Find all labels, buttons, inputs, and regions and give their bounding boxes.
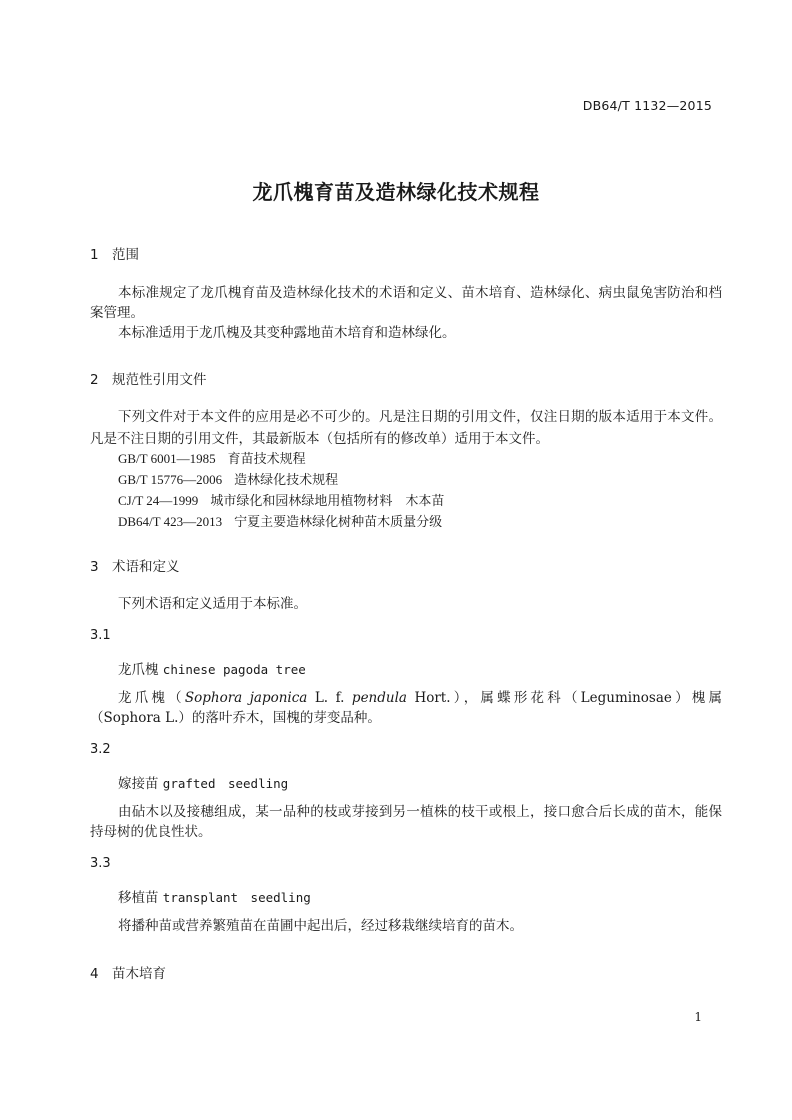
term-number: 3.2 bbox=[90, 742, 111, 757]
section-2-paragraph-1: 下列文件对于本文件的应用是必不可少的。凡是注日期的引用文件，仅注日期的版本适用于本文件。凡是不注日期的引用文件，其最新版本（包括所有的修改单）适用于本文件。 bbox=[90, 409, 722, 447]
reference-item bbox=[118, 470, 338, 491]
section-1-paragraph-1: 本标准规定了龙爪槐育苗及造林绿化技术的术语和定义、苗木培育、造林绿化、病虫鼠兔害防治和档案管理。 bbox=[90, 285, 722, 321]
section-title: 苗木培育 bbox=[112, 966, 166, 982]
definition-text: 龙爪槐（ bbox=[118, 690, 185, 706]
section-4-heading bbox=[90, 962, 166, 982]
document-title: 龙爪槐育苗及造林绿化技术规程 bbox=[252, 180, 540, 204]
latin-name: pendula bbox=[351, 690, 407, 706]
reference-id: CJ/T 24—1999 bbox=[118, 493, 199, 508]
term-heading bbox=[118, 886, 311, 906]
reference-id: DB64/T 423—2013 bbox=[118, 514, 223, 529]
section-3-heading bbox=[90, 555, 180, 575]
section-1-heading bbox=[90, 243, 139, 263]
reference-item bbox=[118, 491, 444, 512]
term-zh: 嫁接苗 bbox=[118, 776, 159, 792]
term-number: 3.1 bbox=[90, 628, 111, 643]
section-1-paragraph-2: 本标准适用于龙爪槐及其变种露地苗木培育和造林绿化。 bbox=[118, 325, 456, 341]
section-number: 1 bbox=[90, 247, 99, 263]
reference-item bbox=[118, 449, 306, 470]
term-en: transplant seedling bbox=[162, 890, 311, 905]
section-2-heading bbox=[90, 368, 207, 388]
section-3-paragraph-1: 下列术语和定义适用于本标准。 bbox=[118, 596, 307, 612]
reference-id: GB/T 6001—1985 bbox=[118, 451, 216, 466]
reference-name: 造林绿化技术规程 bbox=[234, 473, 339, 488]
term-definition: 由砧木以及接穗组成，某一品种的枝或芽接到另一植株的枝干或根上，接口愈合后长成的苗木，能保持母树的优良性状。 bbox=[90, 804, 722, 840]
definition-text: Hort.），属蝶形花科（Leguminosae）槐属（Sophora L.）的落叶乔木，国槐的芽变品种。 bbox=[90, 690, 723, 726]
reference-name: 宁夏主要造林绿化树种苗木质量分级 bbox=[234, 515, 443, 530]
section-title: 术语和定义 bbox=[112, 559, 180, 575]
standard-code: DB64/T 1132—2015 bbox=[582, 98, 712, 113]
term-en: chinese pagoda tree bbox=[162, 662, 306, 677]
latin-name: Sophora japonica bbox=[184, 690, 308, 706]
term-heading bbox=[118, 658, 306, 678]
section-number: 3 bbox=[90, 559, 99, 575]
term-definition bbox=[90, 688, 722, 728]
term-heading bbox=[118, 772, 288, 792]
section-number: 2 bbox=[90, 372, 99, 388]
term-definition: 将播种苗或营养繁殖苗在苗圃中起出后，经过移栽继续培育的苗木。 bbox=[118, 918, 523, 934]
section-title: 范围 bbox=[112, 247, 139, 263]
section-title: 规范性引用文件 bbox=[112, 372, 207, 388]
definition-text: L. f. bbox=[307, 690, 352, 706]
reference-name: 城市绿化和园林绿地用植物材料 木本苗 bbox=[210, 494, 445, 509]
term-number: 3.3 bbox=[90, 856, 111, 871]
term-zh: 龙爪槐 bbox=[118, 662, 159, 678]
term-zh: 移植苗 bbox=[118, 890, 159, 906]
reference-item bbox=[118, 512, 442, 533]
page-number: 1 bbox=[694, 1010, 702, 1024]
term-en: grafted seedling bbox=[162, 776, 289, 791]
reference-id: GB/T 15776—2006 bbox=[118, 472, 223, 487]
section-number: 4 bbox=[90, 966, 99, 982]
reference-name: 育苗技术规程 bbox=[227, 452, 306, 467]
